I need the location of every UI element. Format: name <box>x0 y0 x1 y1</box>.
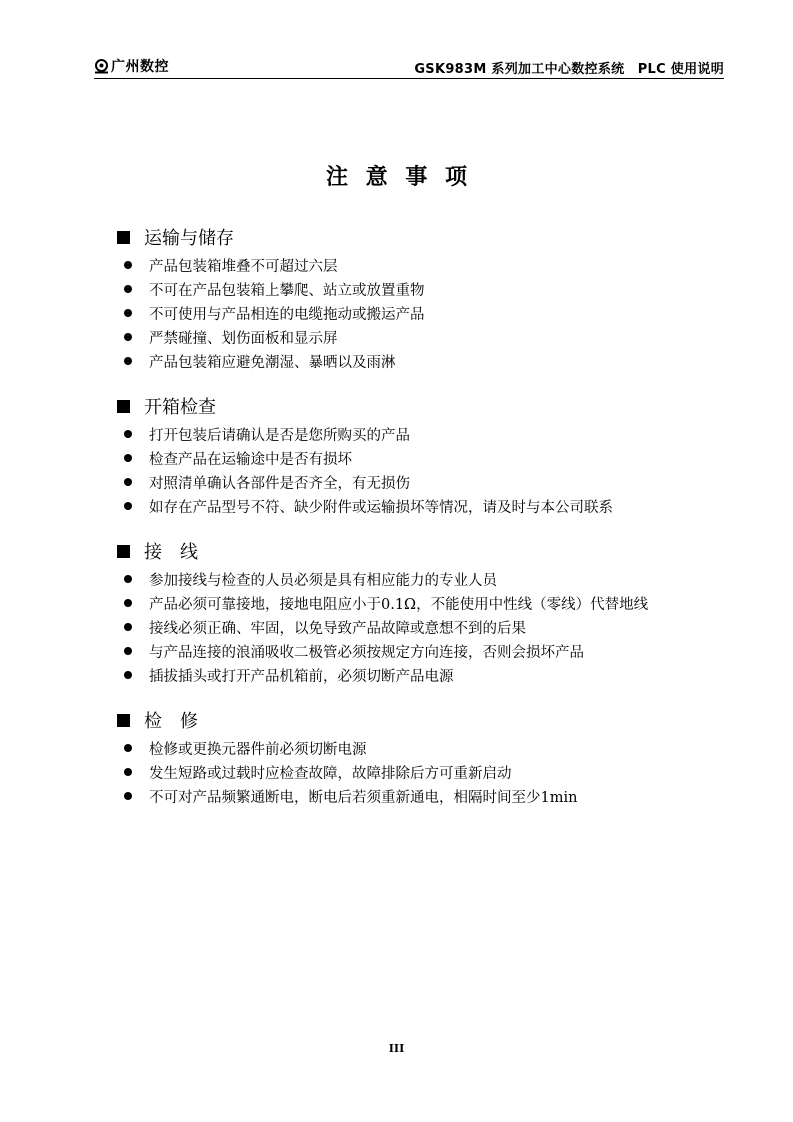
section-heading-text: 接 线 <box>144 542 198 563</box>
bullet-icon <box>124 357 132 365</box>
bullet-icon <box>124 333 132 341</box>
bullet-icon <box>124 502 132 510</box>
item-list <box>117 422 613 518</box>
page-header <box>94 56 724 79</box>
section-heading-text: 开箱检查 <box>144 397 216 418</box>
section-heading-text: 运输与储存 <box>144 228 234 249</box>
list-item <box>117 253 425 277</box>
bullet-icon <box>124 599 132 607</box>
bullet-icon <box>124 768 132 776</box>
bullet-icon <box>124 744 132 752</box>
item-text: 检查产品在运输途中是否有损坏 <box>149 451 352 468</box>
section-heading <box>117 708 577 732</box>
bullet-icon <box>124 309 132 317</box>
title-char: 注 <box>325 165 348 190</box>
item-text: 不可使用与产品相连的电缆拖动或搬运产品 <box>149 306 425 323</box>
list-item <box>117 567 648 591</box>
list-item <box>117 615 648 639</box>
square-bullet-icon <box>117 714 130 727</box>
list-item <box>117 639 648 663</box>
page-number: III <box>388 1042 405 1055</box>
bullet-icon <box>124 671 132 679</box>
list-item <box>117 349 425 373</box>
item-text: 产品包装箱堆叠不可超过六层 <box>149 258 338 275</box>
section-heading <box>117 225 425 249</box>
item-text: 对照清单确认各部件是否齐全，有无损伤 <box>149 475 410 492</box>
list-item <box>117 591 648 615</box>
item-list <box>117 567 648 687</box>
bullet-icon <box>124 285 132 293</box>
list-item <box>117 277 425 301</box>
item-text: 不可在产品包装箱上攀爬、站立或放置重物 <box>149 282 425 299</box>
square-bullet-icon <box>117 545 130 558</box>
list-item <box>117 470 613 494</box>
title-char: 项 <box>445 165 468 190</box>
list-item <box>117 736 577 760</box>
page-title <box>0 160 793 191</box>
item-text: 检修或更换元器件前必须切断电源 <box>149 741 367 758</box>
list-item <box>117 325 425 349</box>
item-text: 严禁碰撞、划伤面板和显示屏 <box>149 330 338 347</box>
square-bullet-icon <box>117 231 130 244</box>
title-char: 事 <box>405 165 428 190</box>
logo-text: 广州数控 <box>111 59 169 75</box>
bullet-icon <box>124 575 132 583</box>
list-item <box>117 494 613 518</box>
item-text: 参加接线与检查的人员必须是具有相应能力的专业人员 <box>149 572 497 589</box>
item-text: 产品包装箱应避免潮湿、暴晒以及雨淋 <box>149 354 396 371</box>
bullet-icon <box>124 261 132 269</box>
item-text: 打开包装后请确认是否是您所购买的产品 <box>149 427 410 444</box>
bullet-icon <box>124 430 132 438</box>
bullet-icon <box>124 478 132 486</box>
item-text: 发生短路或过载时应检查故障，故障排除后方可重新启动 <box>149 765 512 782</box>
section-unpacking-inspection <box>117 394 613 518</box>
title-char: 意 <box>365 165 388 190</box>
list-item <box>117 784 577 808</box>
item-text: 如存在产品型号不符、缺少附件或运输损坏等情况，请及时与本公司联系 <box>149 499 613 516</box>
document-title: GSK983M 系列加工中心数控系统 PLC 使用说明 <box>414 62 724 77</box>
square-bullet-icon <box>117 400 130 413</box>
section-heading-text: 检 修 <box>144 711 198 732</box>
section-wiring <box>117 539 648 687</box>
bullet-icon <box>124 623 132 631</box>
item-text: 不可对产品频繁通断电，断电后若须重新通电，相隔时间至少1min <box>149 789 578 806</box>
bullet-icon <box>124 792 132 800</box>
bullet-icon <box>124 454 132 462</box>
list-item <box>117 760 577 784</box>
gsk-logo-icon <box>94 59 109 74</box>
list-item <box>117 663 648 687</box>
item-text: 插拔插头或打开产品机箱前，必须切断产品电源 <box>149 668 454 685</box>
item-text: 与产品连接的浪涌吸收二极管必须按规定方向连接，否则会损坏产品 <box>149 644 584 661</box>
item-text: 产品必须可靠接地，接地电阻应小于0.1Ω，不能使用中性线（零线）代替地线 <box>149 596 649 613</box>
company-logo <box>94 57 169 75</box>
item-text: 接线必须正确、牢固，以免导致产品故障或意想不到的后果 <box>149 620 526 637</box>
bullet-icon <box>124 647 132 655</box>
section-heading <box>117 394 613 418</box>
section-maintenance <box>117 708 577 808</box>
list-item <box>117 446 613 470</box>
list-item <box>117 301 425 325</box>
item-list <box>117 253 425 373</box>
item-list <box>117 736 577 808</box>
section-heading <box>117 539 648 563</box>
list-item <box>117 422 613 446</box>
section-transport-storage <box>117 225 425 373</box>
